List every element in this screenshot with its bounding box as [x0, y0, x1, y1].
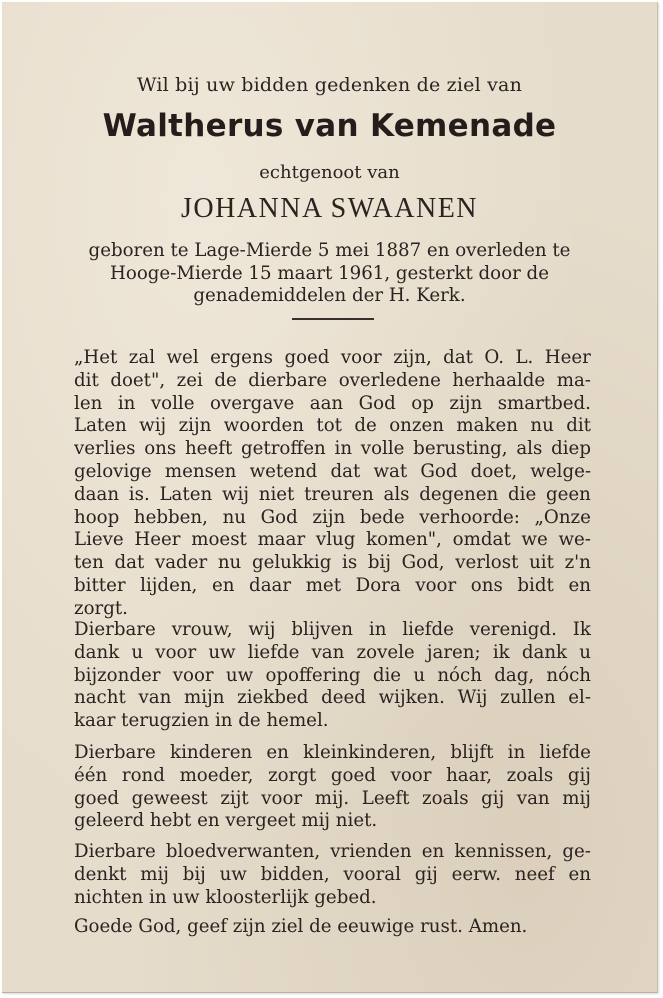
text-line: zorgt.: [74, 597, 128, 619]
text-line: kaar terugzien in de hemel.: [74, 710, 329, 732]
intro-line: Wil bij uw bidden gedenken de ziel van: [136, 74, 523, 96]
text-line: verlies ons heeft getroffen in volle berusting, als diep: [74, 438, 591, 460]
text-line: één rond moeder, zorgt goed voor haar, zoals gij: [74, 764, 591, 786]
text-line: nichten in uw kloosterlijk gebed.: [74, 886, 377, 908]
text-line: Lieve Heer moest maar vlug komen", omdat we we-: [74, 529, 591, 551]
birth-line: geboren te Lage-Mierde 5 mei 1887 en overleden te: [88, 240, 571, 261]
text-line: len in volle overgave aan God op zijn smartbed.: [74, 392, 591, 414]
text-line: nacht van mijn ziekbed deed wijken. Wij zullen el-: [74, 687, 591, 709]
text-line: daan is. Laten wij niet treuren als degenen die geen: [74, 483, 591, 505]
text-line: geleerd hebt en vergeet mij niet.: [74, 810, 378, 832]
divider-line: [292, 318, 374, 320]
text-line: bitter lijden, en daar met Dora voor ons bidt en: [74, 574, 591, 596]
text-line: Dierbare vrouw, wij blijven in liefde verenigd. Ik: [74, 619, 591, 640]
text-line: goed geweest zijt voor mij. Leeft zoals gij van mij: [74, 787, 591, 809]
text-line: Dierbare kinderen en kleinkinderen, blijft in liefde: [74, 742, 591, 763]
memorial-card: [2, 2, 658, 993]
paragraph-wife: [74, 619, 591, 733]
text-line: Goede God, geef zijn ziel de eeuwige rust. Amen.: [74, 916, 528, 937]
text-line: hoop hebben, nu God zijn bede verhoorde: „Onze: [74, 506, 591, 528]
deceased-name: Waltherus van Kemenade: [102, 108, 557, 144]
text-line: Laten wij zijn woorden tot de onzen maken nu dit: [74, 415, 591, 437]
text-line: bijzonder voor uw opoffering die u nóch dag, nóch: [74, 664, 591, 686]
text-line: denkt mij bij uw bidden, vooral gij eerw. neef en: [74, 863, 591, 885]
text-line: dit doet", zei de dierbare overledene herhaalde ma-: [74, 369, 591, 391]
paragraph-relatives: [74, 841, 591, 909]
text-line: Dierbare bloedverwanten, vrienden en kennissen, ge-: [74, 841, 591, 862]
birth-line: Hooge-Mierde 15 maart 1961, gesterkt door de: [110, 262, 549, 284]
text-line: „Het zal wel ergens goed voor zijn, dat O. L. Heer: [74, 347, 591, 368]
paragraph-children: [74, 742, 591, 833]
spouse-name: JOHANNA SWAANEN: [180, 193, 479, 224]
text-line: dank u voor uw liefde van zovele jaren; ik dank u: [74, 641, 591, 663]
paragraph-farewell: [74, 347, 591, 621]
birth-line: genademiddelen der H. Kerk.: [193, 285, 466, 306]
text-line: ten dat vader nu gelukkig is bij God, verlost uit z'n: [74, 552, 591, 574]
spouse-label: echtgenoot van: [259, 162, 400, 183]
text-line: gelovige mensen wetend dat wat God doet, welge-: [74, 460, 591, 482]
paragraph-prayer: [74, 916, 591, 939]
birth-death-details: [2, 240, 657, 308]
